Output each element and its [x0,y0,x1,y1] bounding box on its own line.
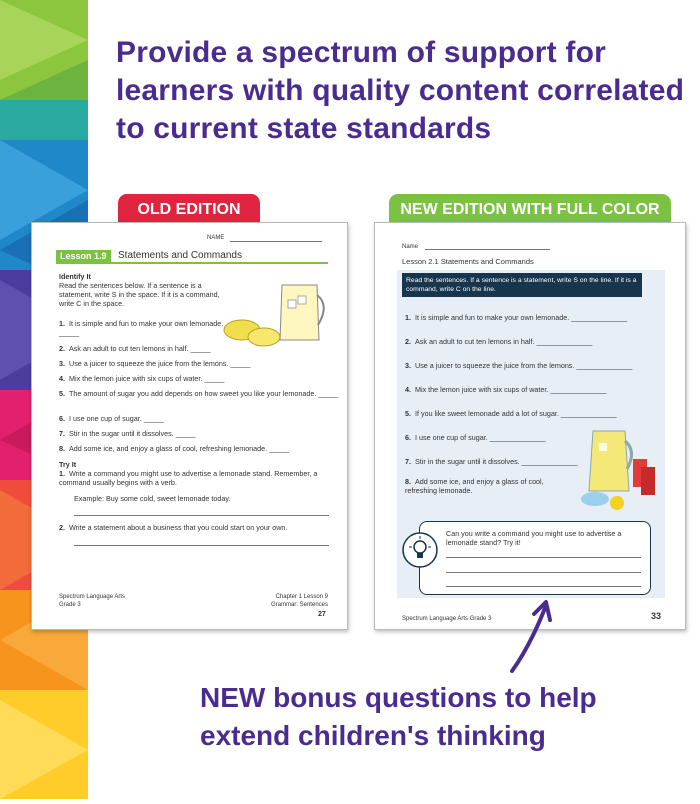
footer-right: Chapter 1 Lesson 9 Grammar: Sentences [270,594,328,608]
list-item: 3. Use a juicer to squeeze the juice from the lemons. ______________ [405,361,633,370]
lesson-title: Statements and Commands [118,250,242,261]
list-item: 6. I use one cup of sugar. ______________ [405,433,546,442]
old-edition-tab: OLD EDITION [118,194,260,228]
instruction-box: Read the sentences. If a sentence is a statement, write S on the line. If it is a command, write C on the line. [402,273,642,297]
page-number: 33 [651,611,662,621]
lesson-header [56,250,328,264]
footer-left: Spectrum Language Arts Grade 3 [402,616,492,622]
page-number: 27 [318,611,326,618]
name-line [425,249,550,250]
identify-instructions: Read the sentences below. If a sentence is a statement, write S in the space. If it is a command, write C in the space. [59,281,220,308]
identify-heading: Identify It [59,272,91,281]
list-item: 5. The amount of sugar you add depends on how sweet you like your lemonade. _____ [59,389,339,398]
try-item: 1. Write a command you might use to advertise a lemonade stand. Remember, a command usually begins with a verb. [59,469,318,487]
list-item: 1. It is simple and fun to make your own lemonade. ______________ [405,313,628,322]
lesson-title: Lesson 2.1 Statements and Commands [402,257,534,266]
answer-line [446,586,641,587]
answer-line [446,572,641,573]
bottom-text: NEW bonus questions to help extend children's thinking [200,682,597,751]
list-item: 8. Add some ice, and enjoy a glass of cool, refreshing lemonade. [405,477,544,495]
example-text: Example: Buy some cold, sweet lemonade today. [74,494,231,503]
old-edition-page [31,222,348,630]
lightbulb-icon [402,532,438,568]
new-edition-tab: NEW EDITION WITH FULL COLOR [389,194,671,228]
list-item: 2. Ask an adult to cut ten lemons in half. ______________ [405,337,593,346]
footer-left: Spectrum Language Arts Grade 3 [59,594,126,608]
arrow-icon [500,596,560,676]
lemonade-pitcher-illustration [575,421,665,511]
list-item: 6. I use one cup of sugar. _____ [59,414,164,423]
list-item: 4. Mix the lemon juice with six cups of water. ______________ [405,385,607,394]
name-line [230,241,322,242]
list-item: 1. It is simple and fun to make your own lemonade. _____ [59,319,224,337]
answer-line [74,545,329,546]
headline: Provide a spectrum of support for learners with quality content correlated to current state standards [116,36,685,145]
bonus-question: Can you write a command you might use to advertise a lemonade stand? Try it! [446,529,622,547]
name-label: Name [402,244,419,250]
name-label: NAME [207,235,225,241]
answer-line [74,515,329,516]
list-item: 7. Stir in the sugar until it dissolves. _____ [59,429,196,438]
list-item: 4. Mix the lemon juice with six cups of water. _____ [59,374,225,383]
list-item: 2. Ask an adult to cut ten lemons in half. _____ [59,344,211,353]
list-item: 8. Add some ice, and enjoy a glass of cool, refreshing lemonade. _____ [59,444,290,453]
try-heading: Try It [59,460,77,469]
bonus-question-box [419,521,651,595]
lesson-badge: Lesson 1.9 [56,250,111,262]
lemonade-pitcher-illustration [222,270,332,350]
list-item: 3. Use a juicer to squeeze the juice from the lemons. _____ [59,359,251,368]
list-item: 7. Stir in the sugar until it dissolves. ______________ [405,457,578,466]
try-item: 2. Write a statement about a business that you could start on your own. [59,523,288,532]
list-item: 5. If you like sweet lemonade add a lot of sugar. ______________ [405,409,617,418]
answer-line [446,557,641,558]
new-edition-page [374,222,686,630]
